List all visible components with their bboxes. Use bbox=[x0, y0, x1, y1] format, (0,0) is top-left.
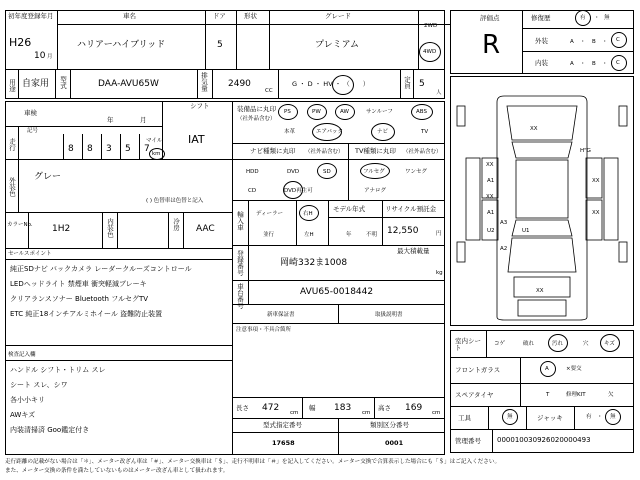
length-value: 472 bbox=[262, 403, 280, 413]
repair-label: 修復歴 bbox=[531, 14, 551, 22]
type-cert-value: 17658 bbox=[272, 439, 295, 447]
shaken-month-unit: 月 bbox=[140, 116, 147, 124]
equip-ps: PS bbox=[284, 109, 291, 115]
seat-burn: コゲ bbox=[494, 341, 506, 347]
nav-dvd-playback: DVD再生可 bbox=[284, 188, 313, 194]
color-note: ( ) 色替車は色替と記入 bbox=[146, 198, 204, 204]
import-right-h: 右H bbox=[303, 211, 313, 217]
tool-none: 無 bbox=[507, 414, 513, 420]
width-label: 幅 bbox=[309, 404, 316, 412]
remarks-title: 検査記入欄 bbox=[8, 352, 36, 358]
recycle-label: リサイクル預託金 bbox=[385, 205, 437, 213]
height-value: 169 bbox=[405, 403, 423, 413]
disp-label: 排気量 bbox=[200, 72, 208, 92]
shape-label: 形状 bbox=[244, 12, 257, 20]
score-label: 評価点 bbox=[480, 14, 500, 22]
interior-grade-c: C bbox=[616, 60, 620, 66]
mark-12: XX bbox=[536, 288, 544, 294]
type-label: 型式 bbox=[59, 76, 67, 89]
import-label: 輸入車 bbox=[236, 211, 244, 231]
equip-leather: 本革 bbox=[284, 129, 296, 135]
mileage-label: 走行 bbox=[8, 138, 16, 151]
jack-no: 無 bbox=[610, 414, 616, 420]
glass-label: フロントガラス bbox=[455, 366, 501, 374]
equipment-subtitle: （社外品含む） bbox=[237, 116, 276, 122]
mark-6: U2 bbox=[487, 228, 495, 234]
mileage-digits-label: 記号 bbox=[27, 128, 39, 134]
exterior-grade-b: B bbox=[592, 39, 596, 45]
nav-hdd: HDD bbox=[246, 169, 259, 175]
sales-line: ETC 純正18インチアルミホイール 盗難防止装置 bbox=[10, 310, 163, 318]
mark-2: XX bbox=[486, 162, 494, 168]
warranty-label: 新車保証書 bbox=[267, 312, 295, 318]
mark-8: A3 bbox=[500, 220, 508, 226]
shift-value: IAT bbox=[188, 133, 205, 146]
seat-stain: 汚れ bbox=[552, 341, 564, 347]
grade-value: プレミアム bbox=[315, 40, 360, 50]
mgmt-value: 000010030926020000493 bbox=[497, 436, 591, 444]
remarks-line: 各小小キリ bbox=[10, 396, 45, 404]
tv-fullseg: フルセグ bbox=[363, 169, 385, 175]
equip-abs: ABS bbox=[416, 109, 427, 115]
model-year-unit: 年 bbox=[346, 232, 352, 238]
nav-title: ナビ種類に丸印 bbox=[250, 147, 296, 155]
ac-label: 冷房 bbox=[172, 218, 180, 231]
remarks-line: ハンドル シフト・トリム スレ bbox=[10, 366, 106, 374]
length-unit: cm bbox=[290, 410, 299, 416]
remarks-line: AWキズ bbox=[10, 411, 36, 419]
height-unit: cm bbox=[432, 410, 441, 416]
tool-label: 工具 bbox=[458, 414, 471, 422]
car-name-value: ハリアーハイブリッド bbox=[77, 40, 166, 50]
class-value: 0001 bbox=[385, 439, 404, 447]
plate-label: 登録番号 bbox=[236, 250, 244, 276]
equip-airbag: エアバック bbox=[316, 129, 344, 135]
remarks-line: シート スレ、シワ bbox=[10, 381, 68, 389]
mileage-digit: 8 bbox=[87, 144, 93, 154]
length-label: 長さ bbox=[236, 404, 249, 412]
exterior-grade-label: 外装 bbox=[535, 37, 548, 45]
door-label: ドア bbox=[213, 12, 226, 20]
exterior-grade-c: C bbox=[616, 37, 620, 43]
use-label: 用途 bbox=[8, 79, 16, 92]
type-value: DAA-AVU65W bbox=[98, 79, 159, 89]
mileage-unit-km: km bbox=[152, 151, 161, 157]
equip-pw: PW bbox=[312, 109, 321, 115]
capacity-label: 定員 bbox=[403, 76, 411, 89]
tv-analog: アナログ bbox=[364, 188, 387, 194]
type-cert-label: 型式指定番号 bbox=[263, 421, 302, 429]
nav-dvd: DVD bbox=[287, 169, 300, 175]
seat-tear: 破れ bbox=[523, 341, 535, 347]
interior-grade-b: B bbox=[592, 61, 596, 67]
interior-grade-label: 内装 bbox=[535, 59, 548, 67]
reg-month-value: 10 bbox=[34, 51, 46, 61]
mileage-digit: 8 bbox=[68, 144, 74, 154]
spare-label: スペアタイヤ bbox=[455, 391, 494, 399]
model-year-unknown: 不明 bbox=[366, 232, 378, 238]
manual-label: 取扱説明書 bbox=[375, 312, 403, 318]
score-value: R bbox=[482, 30, 501, 60]
model-row bbox=[5, 69, 445, 99]
repair-yes: 有 bbox=[580, 15, 586, 21]
nav-sd: SD bbox=[323, 169, 331, 175]
jack-label: ジャッキ bbox=[537, 414, 563, 422]
disp-unit: CC bbox=[265, 88, 273, 94]
reg-year-value: H26 bbox=[9, 36, 32, 49]
import-parallel: 並行 bbox=[263, 232, 275, 238]
exterior-color-label: 外装色 bbox=[8, 177, 16, 197]
mark-9: A2 bbox=[500, 246, 508, 252]
seat-hole: 穴 bbox=[583, 341, 589, 347]
mark-11: XX bbox=[592, 210, 600, 216]
width-unit: cm bbox=[362, 410, 371, 416]
door-value: 5 bbox=[217, 40, 223, 50]
sales-line: 純正SDナビ バックカメラ レーダークルーズコントロール bbox=[10, 265, 192, 273]
footer-note-2: また、メーター交換の条件を満たしていないものはメーター改ざん車として扱われます。 bbox=[5, 468, 229, 474]
class-label: 類別区分番号 bbox=[370, 421, 409, 429]
equip-tv: TV bbox=[421, 129, 429, 135]
repair-no: 無 bbox=[604, 15, 610, 21]
spare-t: T bbox=[546, 392, 550, 398]
mileage-unit-mile: マイル bbox=[146, 138, 163, 144]
import-dealer: ディーラー bbox=[256, 211, 284, 217]
shaken-label: 車検 bbox=[24, 109, 37, 117]
tv-oneseg: ワンセグ bbox=[405, 169, 428, 175]
mark-7: U1 bbox=[522, 228, 530, 234]
spare-kit: 修理KIT bbox=[566, 392, 586, 398]
height-label: 高さ bbox=[378, 404, 391, 412]
color-no-label: カラーNo. bbox=[7, 222, 33, 228]
seat-scratch: キズ bbox=[604, 341, 615, 347]
mileage-digit: 3 bbox=[106, 144, 112, 154]
import-left-h: 左H bbox=[304, 232, 314, 238]
capacity-unit: 人 bbox=[436, 90, 442, 96]
drive-4wd: 4WD bbox=[423, 49, 437, 55]
glass-a: A bbox=[545, 366, 549, 372]
car-name-label: 車名 bbox=[123, 12, 136, 20]
mark-3: A1 bbox=[487, 178, 495, 184]
interior-color-label: 内装色 bbox=[106, 218, 114, 238]
spare-missing: 欠 bbox=[608, 392, 614, 398]
grade-label: グレード bbox=[325, 12, 351, 20]
mark-5: A1 bbox=[487, 210, 495, 216]
mgmt-label: 管理番号 bbox=[455, 437, 481, 445]
sales-line: クリアランスソナー Bluetooth フルセグTV bbox=[10, 295, 149, 303]
nav-subtitle: （社外品含む） bbox=[305, 149, 344, 155]
sales-title: セールスポイント bbox=[8, 251, 52, 257]
drive-2wd: 2WD bbox=[424, 23, 438, 29]
load-unit: kg bbox=[436, 270, 443, 276]
chassis-value: AVU65-0018442 bbox=[300, 287, 374, 297]
glass-replace: ×要交 bbox=[566, 366, 582, 372]
load-label: 最大積載量 bbox=[397, 247, 430, 255]
width-value: 183 bbox=[334, 403, 352, 413]
remarks-line: 内装清掃済 Goo鑑定付き bbox=[10, 426, 90, 434]
mileage-digit: 5 bbox=[125, 144, 131, 154]
tv-title: TV種類に丸印 bbox=[355, 147, 396, 155]
mileage-digit: 7 bbox=[144, 144, 150, 154]
mark-1: XX bbox=[530, 126, 538, 132]
recycle-unit: 円 bbox=[436, 231, 442, 237]
sales-line: LEDヘッドライト 禁煙車 衝突軽減ブレーキ bbox=[10, 280, 147, 288]
color-no-value: 1H2 bbox=[52, 224, 71, 234]
seat-label: 室内シート bbox=[455, 337, 481, 352]
car-diagram bbox=[452, 92, 632, 322]
equip-sunroof: サンルーフ bbox=[366, 109, 393, 115]
exterior-grade-a: A bbox=[570, 39, 574, 45]
tv-subtitle: （社外品含む） bbox=[403, 149, 442, 155]
plate-value: 岡崎332ま1008 bbox=[280, 258, 348, 268]
mark-10: XX bbox=[592, 178, 600, 184]
mark-13: H"G bbox=[580, 148, 591, 154]
nav-cd: CD bbox=[248, 188, 257, 194]
reg-year-label: 初年度登録年月 bbox=[8, 12, 54, 20]
shift-label: シフト bbox=[190, 102, 210, 110]
capacity-value: 5 bbox=[419, 79, 425, 89]
mark-4: XX bbox=[486, 194, 494, 200]
jack-yes: 有 bbox=[586, 414, 592, 420]
chassis-label: 車台番号 bbox=[236, 283, 244, 309]
recycle-value: 12,550 bbox=[387, 226, 419, 236]
ac-value: AAC bbox=[196, 224, 215, 234]
disp-value: 2490 bbox=[228, 79, 251, 89]
reg-month-unit: 月 bbox=[47, 54, 53, 60]
interior-grade-a: A bbox=[570, 61, 574, 67]
shaken-year-unit: 年 bbox=[107, 116, 114, 124]
model-year-label: モデル年式 bbox=[333, 205, 366, 213]
defect-label: 注意事項・不具合箇所 bbox=[236, 327, 292, 333]
fuel-options: G ・ D ・ HV ・ （ ） bbox=[292, 80, 370, 88]
equipment-title: 装備品に丸印 bbox=[237, 105, 276, 113]
footer-note-1: 走行距離の記載がない場合は「＊」、メーター改ざん車は「＃」、メーター交換車は「＄」、走行不明車は「＃」を記入してください。メーター交換で合算表示した場合にも「＄」はご記入ください。 bbox=[5, 459, 501, 465]
exterior-color-value: グレー bbox=[34, 172, 62, 182]
equip-navi: ナビ bbox=[377, 129, 389, 135]
equip-aw: AW bbox=[340, 109, 349, 115]
use-value: 自家用 bbox=[22, 79, 50, 89]
defect-block bbox=[232, 323, 445, 398]
